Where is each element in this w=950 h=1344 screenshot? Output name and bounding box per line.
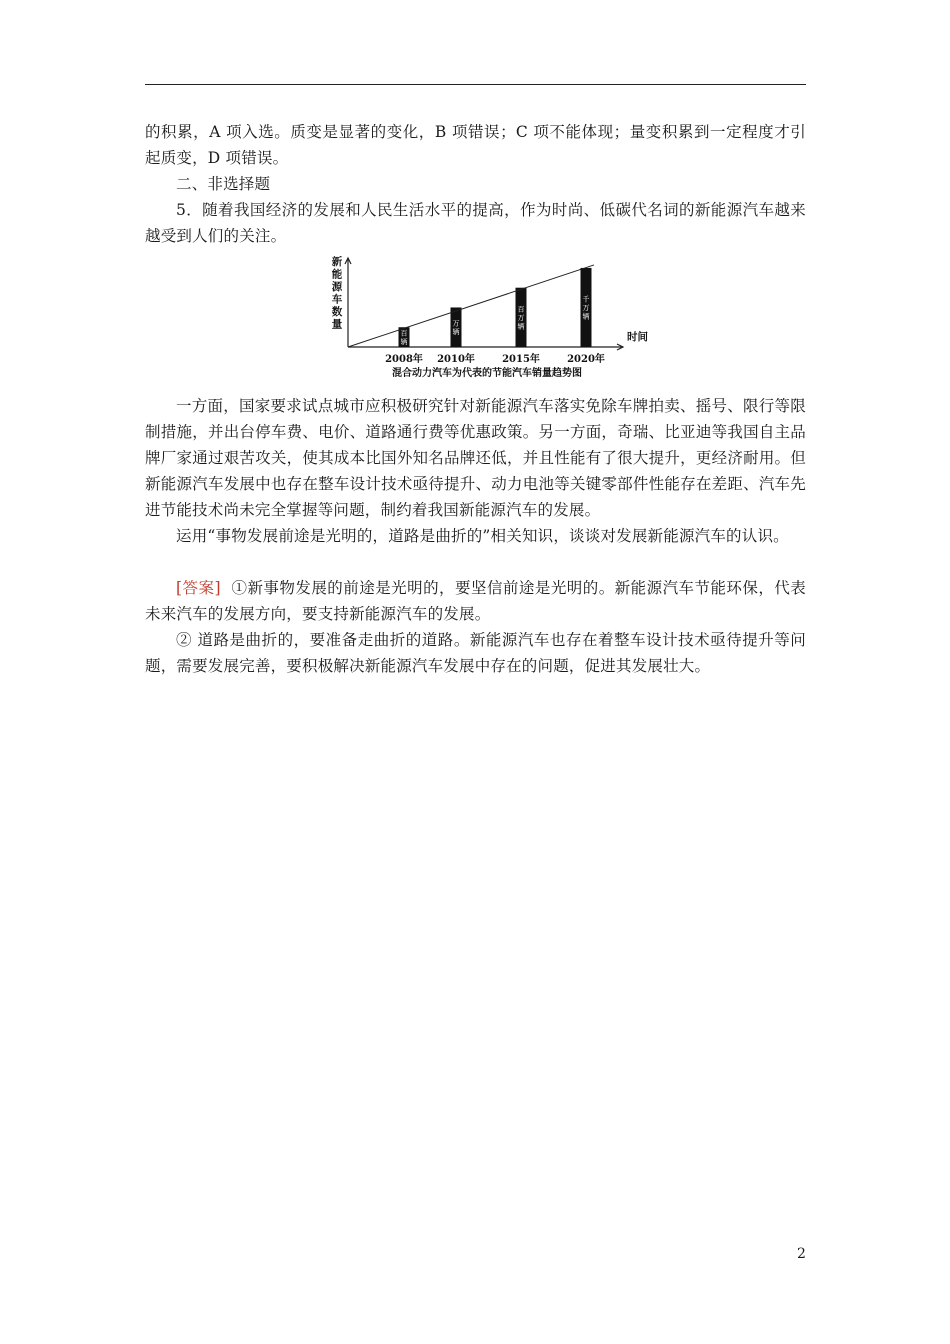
answer-paragraph-1 bbox=[145, 575, 806, 627]
y-axis-label-char: 新 bbox=[331, 256, 343, 268]
section-title: 二、非选择题 bbox=[176, 175, 271, 193]
bar-label-char: 万 bbox=[452, 319, 460, 328]
question-5-intro: 5．随着我国经济的发展和人民生活水平的提高，作为时尚、低碳代名词的新能源汽车越来越受到人们的关注。 bbox=[145, 201, 806, 245]
y-axis-label-char: 源 bbox=[331, 281, 343, 293]
answer-tag: [答案] bbox=[176, 579, 221, 597]
x-tick-label: 2015年 bbox=[502, 354, 540, 365]
y-axis-label-char: 量 bbox=[331, 318, 343, 331]
question-5-prompt: 运用“事物发展前途是光明的，道路是曲折的”相关知识，谈谈对发展新能源汽车的认识。 bbox=[176, 527, 789, 545]
x-tick-label: 2020年 bbox=[567, 354, 605, 365]
bar-label-char: 辆 bbox=[400, 338, 408, 347]
x-tick-label: 2010年 bbox=[437, 354, 475, 365]
bar-label-char: 辆 bbox=[517, 322, 525, 331]
trend-line bbox=[348, 265, 594, 347]
bar-label-char: 百 bbox=[517, 305, 525, 314]
bar-label-char: 千 bbox=[582, 295, 590, 304]
header-rule bbox=[145, 84, 806, 85]
x-tick-label: 2008年 bbox=[385, 354, 423, 365]
page-number: 2 bbox=[797, 1246, 806, 1262]
y-axis-label-char: 能 bbox=[331, 268, 343, 281]
chart-title: 混合动力汽车为代表的节能汽车销量趋势图 bbox=[392, 368, 582, 379]
bar-label-char: 辆 bbox=[452, 328, 460, 337]
bar-label-char: 万 bbox=[517, 314, 525, 323]
bar-label-char: 百 bbox=[400, 329, 408, 338]
y-axis-label-char: 数 bbox=[331, 306, 343, 318]
answer-paragraph-2: ② 道路是曲折的，要准备走曲折的道路。新能源汽车也存在着整车设计技术亟待提升等问题，需要发展完善，要积极解决新能源汽车发展中存在的问题，促进其发展壮大。 bbox=[145, 631, 806, 675]
x-axis-label: 时间 bbox=[627, 331, 648, 343]
bar-label-char: 辆 bbox=[582, 312, 590, 321]
y-axis-label-char: 车 bbox=[331, 293, 343, 306]
sales-trend-chart bbox=[328, 254, 658, 384]
question-5-body: 一方面，国家要求试点城市应积极研究针对新能源汽车落实免除车牌拍卖、摇号、限行等限制措施，并出台停车费、电价、道路通行费等优惠政策。另一方面，奇瑞、比亚迪等我国自主品牌厂家通过艰苦攻关，使其成本比国外知名品牌还低，并且性能有了很大提升，更经济耐用。但新能源汽车发展中也存在整车设计技术亟待提升、动力电池等关键零部件性能存在差距、汽车先进节能技术尚未完全掌握等问题，制约着我国新能源汽车的发展。 bbox=[145, 397, 806, 519]
bar-label-char: 万 bbox=[582, 304, 590, 313]
answer-1-text: ①新事物发展的前途是光明的，要坚信前途是光明的。新能源汽车节能环保，代表未来汽车的发展方向，要支持新能源汽车的发展。 bbox=[145, 579, 806, 623]
paragraph-prev-answer: 的积累，A 项入选。质变是显著的变化，B 项错误；C 项不能体现；量变积累到一定程度才引起质变，D 项错误。 bbox=[145, 123, 806, 167]
